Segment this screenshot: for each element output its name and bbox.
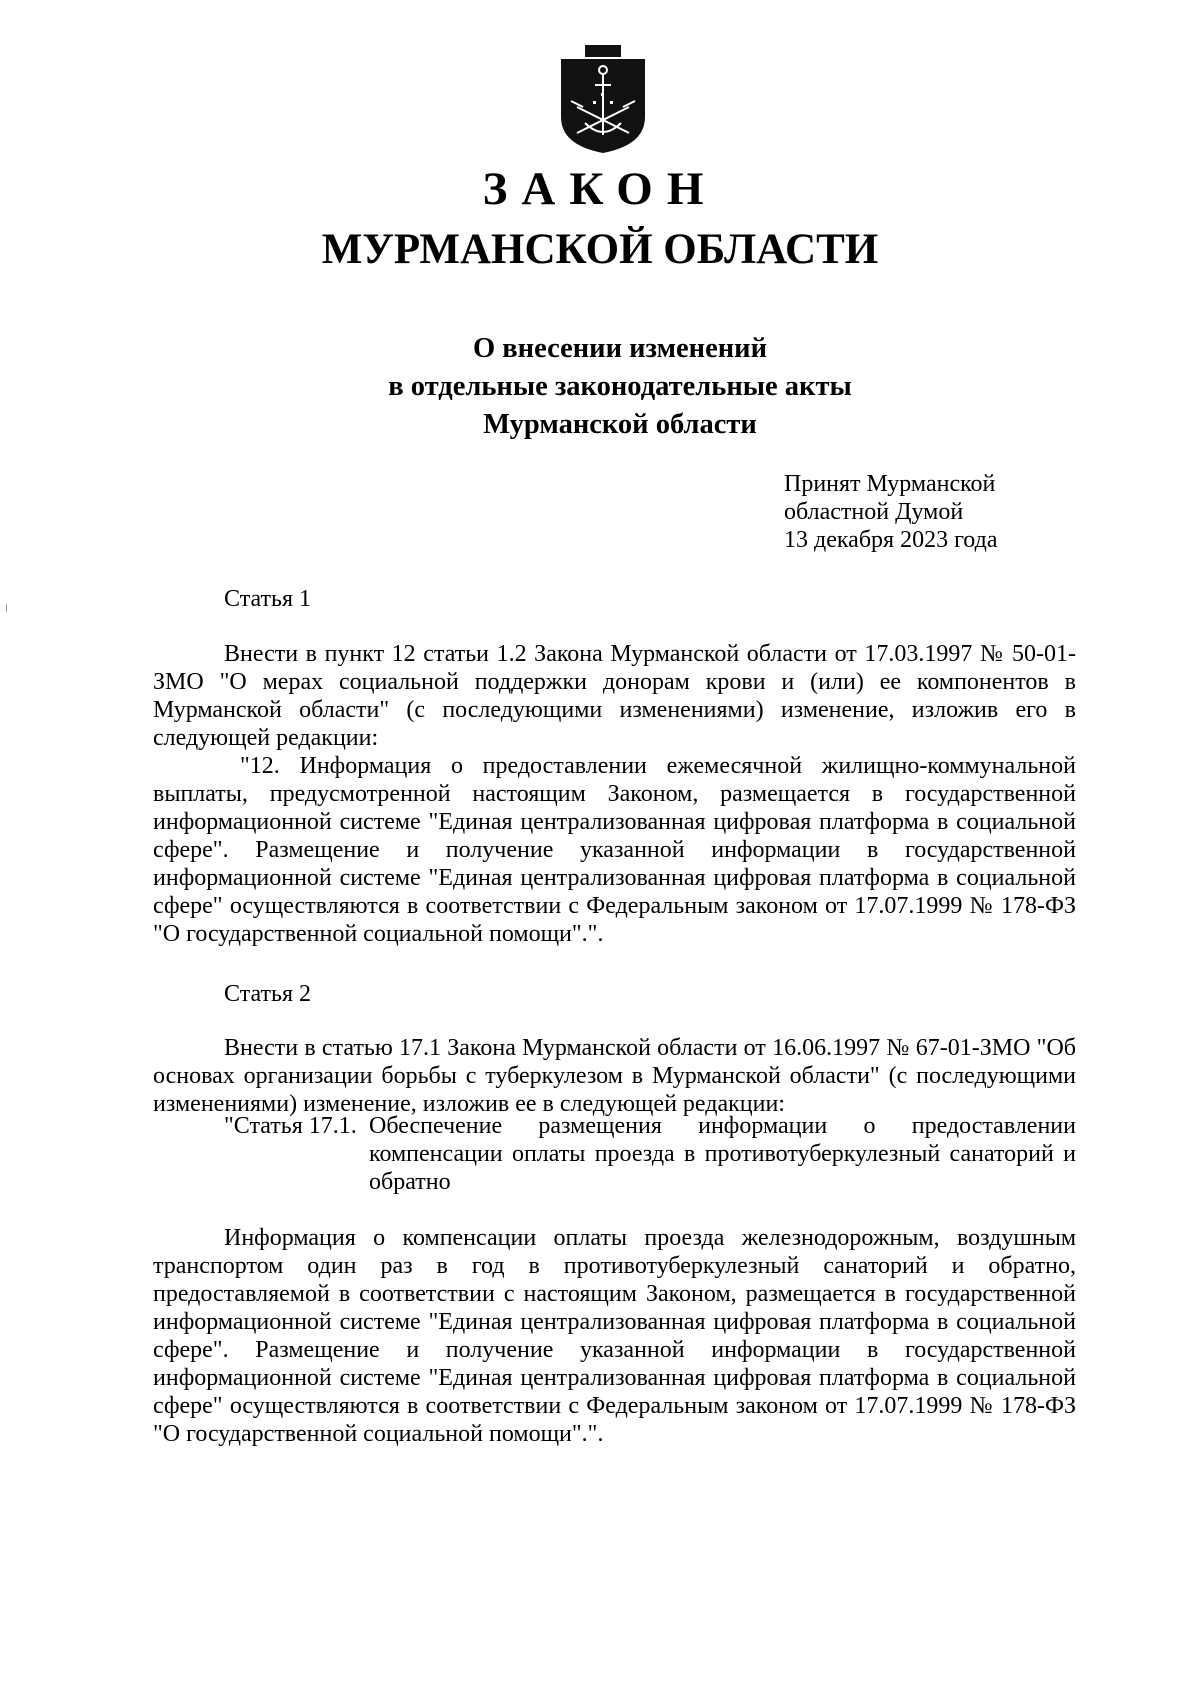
article-1-body <box>153 640 1076 948</box>
adoption-date: 13 декабря 2023 года <box>784 527 998 553</box>
article-1-quote: "12. Информация о предоставлении ежемесячной жилищно-коммунальной выплаты, предусмотренной настоящим Законом, размещается в государственной информационной системе "Единая централизованная цифровая платформа в социальной сфере". Размещение и получение указанной информации в государственной информационной системе "Единая централизованная цифровая платформа в социальной сфере" осуществляются в соответствии с Федеральным законом от 17.07.1999 № 178-ФЗ "О государственной социальной помощи".". <box>153 753 1076 947</box>
article-2-body: Информация о компенсации оплаты проезда железнодорожным, воздушным транспортом один раз в год в противотуберкулезный санаторий и обратно, предоставляемой в соответствии с настоящим Законом, размещается в государственной информационной системе "Единая централизованная цифровая платформа в социальной сфере". Размещение и получение указанной информации в государственной информационной системе "Единая централизованная цифровая платформа в социальной сфере" осуществляются в соответствии с Федеральным законом от 17.07.1999 № 178-ФЗ "О государственной социальной помощи".". <box>153 1225 1076 1447</box>
article-17-1-heading <box>224 1112 1076 1196</box>
article-2-body-block <box>153 1224 1076 1448</box>
coat-of-arms-emblem <box>555 45 651 155</box>
article-17-1-title: Обеспечение размещения информации о предоставлении компенсации оплаты проезда в противотуберкулезный санаторий и обратно <box>369 1113 1076 1195</box>
adoption-line: Принят Мурманской <box>784 471 996 497</box>
law-title: ЗАКОН <box>482 163 718 215</box>
region-title: МУРМАНСКОЙ ОБЛАСТИ <box>321 226 879 273</box>
article-2-intro: Внести в статью 17.1 Закона Мурманской области от 16.06.1997 № 67-01-ЗМО "Об основах организации борьбы с туберкулезом в Мурманской области" (с последующими изменениями) изменение, изложив ее в следующей редакции: <box>153 1035 1076 1117</box>
article-2-heading: Статья 2 <box>224 981 311 1007</box>
article-2-intro-block <box>153 1034 1076 1118</box>
article-1-intro: Внести в пункт 12 статьи 1.2 Закона Мурманской области от 17.03.1997 № 50-01-ЗМО "О мерах социальной поддержки донорам крови и (или) ее компонентов в Мурманской области" (с последующими изменениями) изменение, изложив его в следующей редакции: <box>153 641 1076 751</box>
scan-mark <box>6 604 7 612</box>
subtitle-line: Мурманской области <box>483 409 757 440</box>
subtitle-line: в отдельные законодательные акты <box>388 371 852 402</box>
adoption-line: областной Думой <box>784 499 964 525</box>
subtitle-line: О внесении изменений <box>472 333 767 364</box>
law-subtitle <box>0 330 1200 444</box>
article-1-heading: Статья 1 <box>224 586 311 612</box>
article-17-1-label: "Статья 17.1. <box>224 1113 357 1139</box>
adoption-note <box>784 470 997 554</box>
